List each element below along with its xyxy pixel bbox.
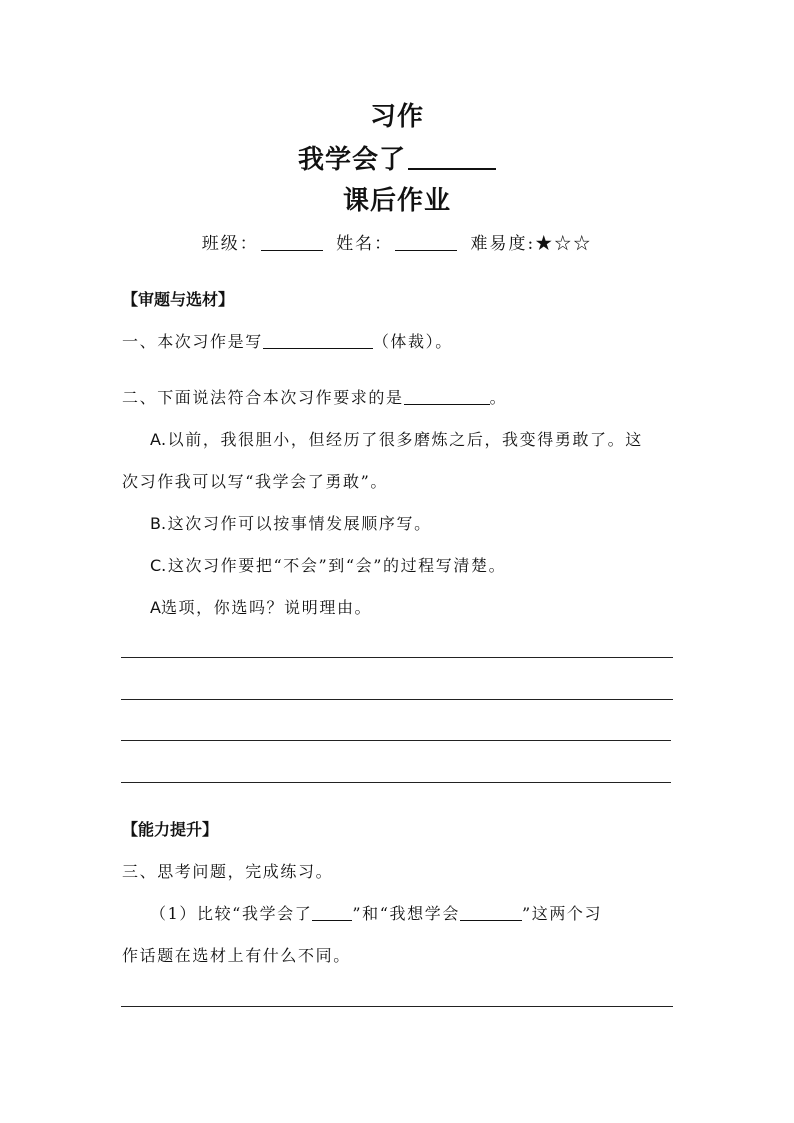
title-topic-text: 我学会了	[297, 145, 406, 175]
question-2-text: 二、下面说法符合本次习作要求的是	[122, 388, 404, 407]
option-a-letter: A	[150, 430, 161, 449]
section-heading-review: 【审题与选材】	[122, 290, 235, 309]
student-info-row	[0, 232, 794, 256]
followup-text: 选项，你选吗？说明理由。	[160, 598, 373, 617]
answer-line-1[interactable]	[121, 657, 673, 658]
name-blank[interactable]	[395, 232, 457, 251]
followup-question	[150, 596, 372, 620]
name-label: 姓名：	[336, 234, 394, 254]
question-1-text: 一、本次习作是写	[122, 332, 263, 351]
title-line-3: 课后作业	[342, 186, 451, 216]
option-b-letter: B	[150, 514, 161, 533]
option-a-line-1	[150, 428, 643, 452]
answer-line-2[interactable]	[121, 699, 673, 700]
sub-question-1-blank-a[interactable]	[312, 903, 352, 921]
answer-line-5[interactable]	[121, 1006, 673, 1007]
section-heading-ability: 【能力提升】	[122, 820, 219, 839]
question-2	[122, 386, 507, 410]
option-a-text: .以前，我很胆小，但经历了很多磨炼之后，我变得勇敢了。这	[160, 430, 643, 449]
title-topic-blank[interactable]	[408, 142, 496, 170]
followup-letter: A	[150, 598, 161, 617]
answer-line-3[interactable]	[121, 740, 671, 741]
title-line-1: 习作	[369, 102, 424, 132]
option-b-text: .这次习作可以按事情发展顺序写。	[160, 514, 432, 533]
question-3: 三、思考问题，完成练习。	[122, 862, 334, 881]
sub-question-1-line-2: 作话题在选材上有什么不同。	[122, 946, 351, 965]
sub-question-1-text-c: ”这两个习	[521, 904, 603, 923]
sub-question-1-text-a: 比较“我学会了	[196, 904, 313, 923]
class-blank[interactable]	[261, 232, 323, 251]
difficulty-label: 难易度:	[470, 234, 536, 254]
sub-question-1-number: （1）	[150, 904, 197, 923]
option-a-line-2: 次习作我可以写“我学会了勇敢”。	[122, 472, 388, 491]
option-b	[150, 512, 432, 536]
answer-line-4[interactable]	[121, 782, 671, 783]
sub-question-1-text-b: ”和“我想学会	[352, 904, 460, 923]
sub-question-1-blank-b[interactable]	[460, 903, 522, 921]
option-c-letter: C	[150, 556, 162, 575]
difficulty-stars: ★☆☆	[535, 234, 593, 254]
option-c-text: .这次习作要把“不会”到“会”的过程写清楚。	[161, 556, 507, 575]
question-2-blank[interactable]	[404, 387, 490, 405]
sub-question-1-line-1	[150, 902, 602, 926]
question-2-suffix: 。	[489, 388, 508, 407]
option-c	[150, 554, 506, 578]
question-1	[122, 330, 453, 354]
title-line-2	[0, 142, 794, 177]
class-label: 班级：	[201, 234, 259, 254]
question-1-blank[interactable]	[263, 331, 373, 349]
question-1-suffix: （体裁）。	[372, 332, 453, 351]
